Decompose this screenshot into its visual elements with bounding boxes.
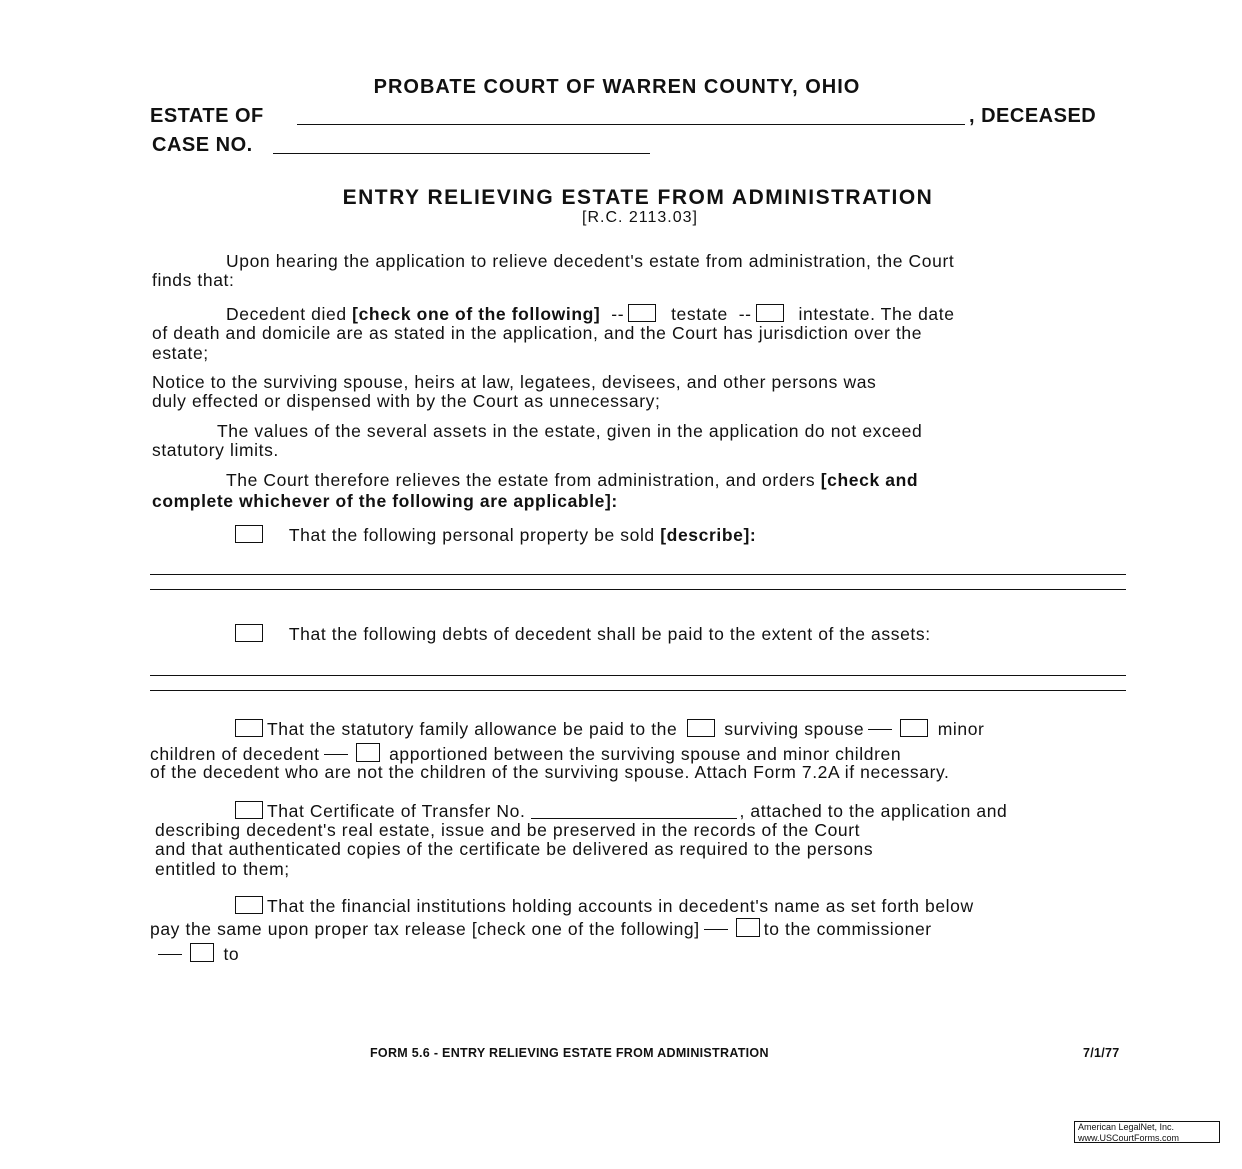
sold-instruction: [describe]: (660, 525, 757, 545)
certificate-line-2: describing decedent's real estate, issue and be preserved in the records of the Court (155, 820, 861, 840)
dash-separator (324, 754, 348, 755)
intestate-checkbox[interactable] (756, 304, 784, 322)
deceased-label: , DECEASED (969, 105, 1097, 127)
commissioner-label: to the commissioner (763, 919, 932, 939)
values-line-1: The values of the several assets in the estate, given in the application do not exceed (217, 421, 923, 441)
minor-label: minor (937, 719, 985, 739)
to-checkbox[interactable] (190, 943, 214, 962)
allowance-checkbox[interactable] (235, 719, 263, 737)
statute-reference: [R.C. 2113.03] (582, 209, 698, 226)
surviving-spouse-checkbox[interactable] (687, 719, 715, 737)
certificate-line-3: and that authenticated copies of the certificate be delivered as required to the persons (155, 839, 874, 859)
certificate-text: That Certificate of Transfer No. (267, 801, 526, 821)
certificate-line-1 (231, 801, 1007, 822)
dash-separator (868, 729, 892, 730)
court-title: PROBATE COURT OF WARREN COUNTY, OHIO (373, 76, 861, 98)
sold-text: That the following personal property be sold (288, 525, 655, 545)
financial-line-1 (231, 896, 974, 917)
form-footer: FORM 5.6 - ENTRY RELIEVING ESTATE FROM ADMINISTRATION (370, 1046, 769, 1060)
entry-title: ENTRY RELIEVING ESTATE FROM ADMINISTRATION (342, 186, 934, 209)
values-line-2: statutory limits. (152, 440, 279, 460)
financial-text-2: pay the same upon proper tax release [check one of the following] (150, 919, 700, 939)
debts-item (231, 624, 931, 645)
findings-intro-line-1: Upon hearing the application to relieve decedent's estate from administration, the Court (226, 251, 955, 271)
died-text: Decedent died (226, 304, 347, 324)
death-domicile-line-2: of death and domicile are as stated in the application, and the Court has jurisdiction over the (152, 323, 923, 343)
intestate-label: intestate. The date (798, 304, 955, 324)
case-no-label: CASE NO. (152, 134, 253, 156)
allowance-line-3: of the decedent who are not the children of the surviving spouse. Attach Form 7.2A if necessary. (150, 762, 950, 782)
debts-description-line-1[interactable] (150, 675, 1126, 676)
minor-children-checkbox[interactable] (900, 719, 928, 737)
apportioned-label: apportioned between the surviving spouse and minor children (389, 744, 902, 764)
estate-name-field[interactable] (297, 124, 965, 125)
testate-checkbox[interactable] (628, 304, 656, 322)
died-instruction: [check one of the following] (352, 304, 601, 324)
apportioned-checkbox[interactable] (356, 743, 380, 762)
financial-text: That the financial institutions holding accounts in decedent's name as set forth below (267, 896, 974, 916)
stamp-line-2: www.USCourtForms.com (1078, 1133, 1180, 1143)
commissioner-checkbox[interactable] (736, 918, 760, 937)
allowance-line-1 (231, 719, 984, 740)
debts-description-line-2[interactable] (150, 690, 1126, 691)
orders-instruction-2: complete whichever of the following are applicable]: (152, 491, 618, 511)
debts-text: That the following debts of decedent shall be paid to the extent of the assets: (288, 624, 931, 644)
testate-label: testate (671, 304, 728, 324)
sold-description-line-1[interactable] (150, 574, 1126, 575)
debts-checkbox[interactable] (235, 624, 263, 642)
financial-line-3 (154, 943, 239, 965)
certificate-line-4: entitled to them; (155, 859, 290, 879)
to-label: to (223, 944, 240, 964)
death-domicile-line-3: estate; (152, 343, 209, 363)
sold-item (231, 525, 756, 546)
financial-checkbox[interactable] (235, 896, 263, 914)
form-date: 7/1/77 (1083, 1046, 1120, 1060)
financial-line-2 (150, 918, 932, 940)
estate-of-label: ESTATE OF (150, 105, 264, 127)
sold-description-line-2[interactable] (150, 589, 1126, 590)
surviving-spouse-label: surviving spouse (724, 719, 865, 739)
certificate-text-2: , attached to the application and (739, 801, 1008, 821)
children-label: children of decedent (150, 744, 320, 764)
dash-separator (158, 954, 182, 955)
publisher-stamp (1074, 1121, 1220, 1143)
orders-line-1 (226, 471, 918, 491)
sold-checkbox[interactable] (235, 525, 263, 543)
case-no-field[interactable] (273, 153, 650, 154)
stamp-line-1: American LegalNet, Inc. (1078, 1122, 1175, 1132)
notice-line-2: duly effected or dispensed with by the Court as unnecessary; (152, 391, 661, 411)
findings-intro-line-2: finds that: (152, 270, 235, 290)
decedent-died-line: Decedent died [check one of the following] -- testate -- intestate. The date (226, 304, 955, 324)
notice-line-1: Notice to the surviving spouse, heirs at law, legatees, devisees, and other persons was (152, 372, 877, 392)
orders-text: The Court therefore relieves the estate from administration, and orders (226, 470, 816, 490)
allowance-text: That the statutory family allowance be paid to the (267, 719, 678, 739)
certificate-number-field[interactable] (531, 818, 737, 819)
certificate-checkbox[interactable] (235, 801, 263, 819)
orders-instruction-1: [check and (820, 470, 919, 490)
dash-separator (704, 929, 728, 930)
